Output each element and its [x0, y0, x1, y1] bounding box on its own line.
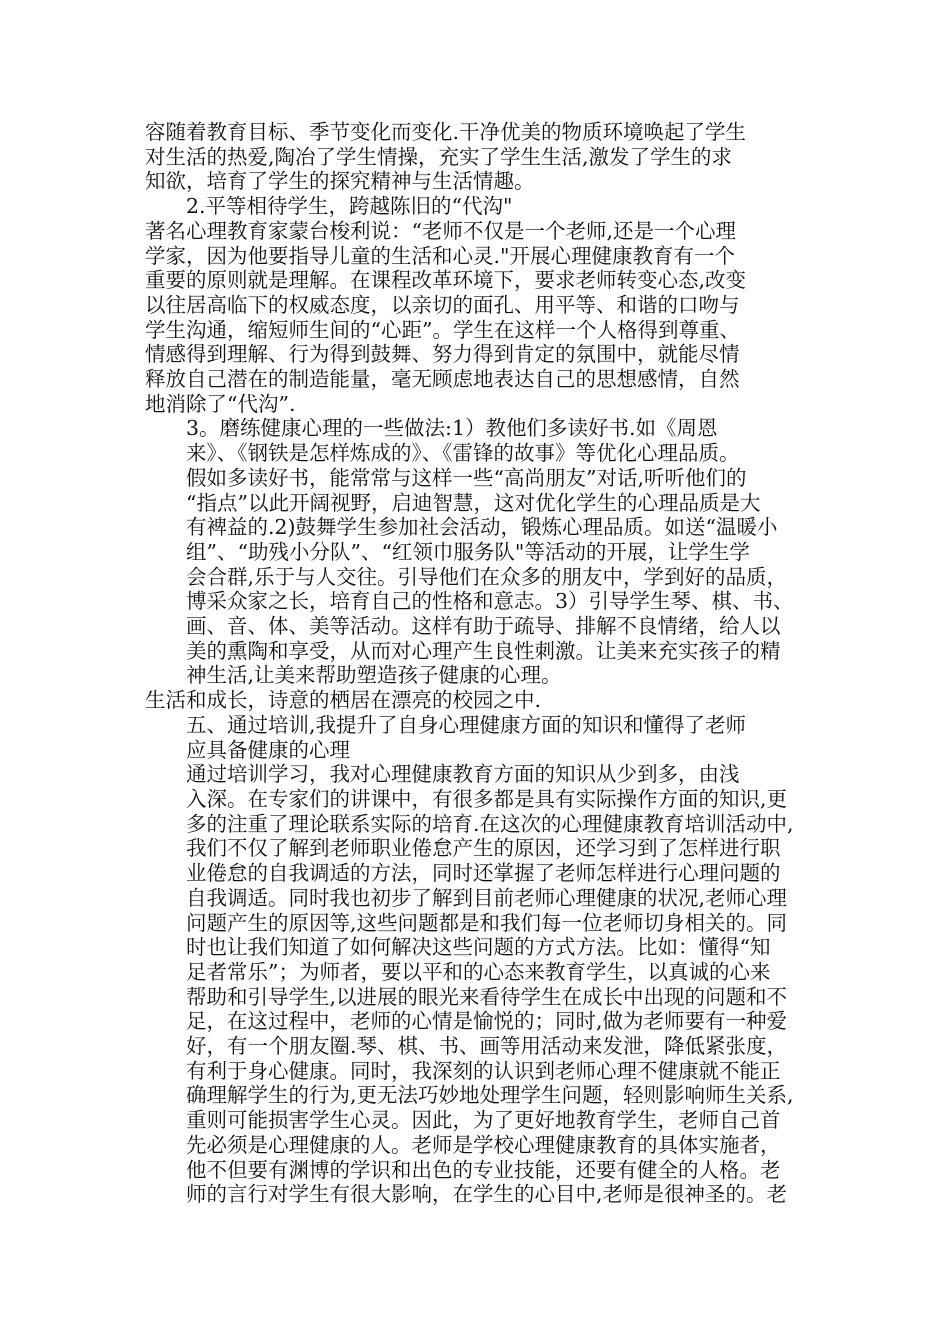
text-line: 自我调适。同时我也初步了解到目前老师心理健康的状况,老师心理 [186, 885, 788, 910]
text-line: 好，有一个朋友圈.琴、棋、书、画等用活动来发泄，降低紧张度， [186, 1034, 788, 1059]
text-line: 3。磨练健康心理的一些做法:1）教他们多读好书.如《周恩 [186, 416, 718, 441]
text-line: 2.平等相待学生，跨越陈旧的“代沟" [186, 194, 513, 219]
text-line: 重要的原则就是理解。在课程改革环境下，要求老师转变心态,改变 [145, 268, 747, 293]
text-line: 多的注重了理论联系实际的培育.在这次的心理健康教育培训活动中, [186, 811, 794, 836]
text-line: 业倦怠的自我调适的方法，同时还掌握了老师怎样进行心理问题的 [186, 861, 781, 886]
text-line: 先必须是心理健康的人。老师是学校心理健康教育的具体实施者， [186, 1132, 781, 1157]
text-line: 帮助和引导学生,以进展的眼光来看待学生在成长中出现的问题和不 [186, 984, 788, 1009]
paragraph [145, 194, 810, 219]
text-line: 学家，因为他要指导儿童的生活和心灵."开展心理健康教育有一个 [145, 243, 735, 268]
text-line: 来》、《钢铁是怎样炼成的》、《雷锋的故事》等优化心理品质。 [186, 441, 740, 466]
paragraph [145, 120, 810, 194]
text-line: 应具备健康的心理 [186, 737, 350, 762]
paragraph [145, 416, 810, 688]
text-line: 组”、“助残小分队”、“红领巾服务队"等活动的开展，让学生学 [186, 539, 750, 564]
text-line: 有裨益的.2)鼓舞学生参加社会活动，锻炼心理品质。如送“温暖小 [186, 515, 778, 540]
text-line: 学生沟通，缩短师生间的“心距”。学生在这样一个人格得到尊重、 [145, 317, 740, 342]
text-line: 著名心理教育家蒙台梭利说：“老师不仅是一个老师,还是一个心理 [145, 218, 736, 243]
text-line: 会合群,乐于与人交往。引导他们在众多的朋友中，学到好的品质， [186, 564, 788, 589]
text-line: 神生活,让美来帮助塑造孩子健康的心理。 [186, 663, 562, 688]
text-line: 重则可能损害学生心灵。因此，为了更好地教育学生，老师自己首 [186, 1108, 781, 1133]
text-line: 以往居高临下的权威态度，以亲切的面孔、用平等、和谐的口吻与 [145, 292, 740, 317]
text-line: 生活和成长，诗意的栖居在漂亮的校园之中. [145, 688, 542, 713]
text-line: 画、音、体、美等活动。这样有助于疏导、排解不良情绪，给人以 [186, 614, 781, 639]
text-line: 足，在这过程中，老师的心情是愉悦的；同时,做为老师要有一种爱 [186, 1009, 788, 1034]
text-line: 对生活的热爱,陶冶了学生情操，充实了学生生活,激发了学生的求 [145, 144, 733, 169]
paragraph [145, 688, 810, 713]
text-line: 知欲，培育了学生的探究精神与生活情趣。 [145, 169, 535, 194]
text-line: 美的熏陶和享受，从而对心理产生良性刺激。让美来充实孩子的精 [186, 638, 781, 663]
text-line: 有利于身心健康。同时，我深刻的认识到老师心理不健康就不能正 [186, 1058, 781, 1083]
text-line: 容随着教育目标、季节变化而变化.干净优美的物质环境唤起了学生 [145, 120, 747, 144]
text-line: 时也让我们知道了如何解决这些问题的方式方法。比如：懂得“知 [186, 935, 771, 960]
text-line: 确理解学生的行为,更无法巧妙地处理学生问题，轻则影响师生关系, [186, 1083, 794, 1108]
text-line: “指点”以此开阔视野，启迪智慧，这对优化学生的心理品质是大 [186, 490, 761, 515]
document-page [145, 120, 810, 1207]
paragraph [145, 219, 810, 417]
text-line: 师的言行对学生有很大影响，在学生的心目中,老师是很神圣的。老 [186, 1182, 788, 1207]
paragraph [145, 762, 810, 1207]
text-line: 入深。在专家们的讲课中，有很多都是具有实际操作方面的知识,更 [186, 786, 788, 811]
text-line: 问题产生的原因等,这些问题都是和我们每一位老师切身相关的。同 [186, 910, 788, 935]
text-line: 五、通过培训,我提升了自身心理健康方面的知识和懂得了老师 [186, 712, 747, 737]
text-line: 情感得到理解、行为得到鼓舞、努力得到肯定的氛围中，就能尽情 [145, 342, 740, 367]
paragraph [145, 713, 810, 762]
text-line: 我们不仅了解到老师职业倦怠产生的原因，还学习到了怎样进行职 [186, 836, 781, 861]
text-line: 释放自己潜在的制造能量，毫无顾虑地表达自己的思想感情，自然 [145, 367, 740, 392]
text-line: 通过培训学习，我对心理健康教育方面的知识从少到多，由浅 [186, 762, 740, 787]
text-line: 假如多读好书，能常常与这样一些“高尚朋友”对话,听听他们的 [186, 465, 747, 490]
text-line: 足者常乐”；为师者，要以平和的心态来教育学生，以真诚的心来 [186, 959, 771, 984]
text-line: 博采众家之长，培育自己的性格和意志。3）引导学生琴、棋、书、 [186, 589, 794, 614]
text-line: 他不但要有渊博的学识和出色的专业技能，还要有健全的人格。老 [186, 1157, 781, 1182]
text-line: 地消除了“代沟”. [145, 391, 296, 416]
